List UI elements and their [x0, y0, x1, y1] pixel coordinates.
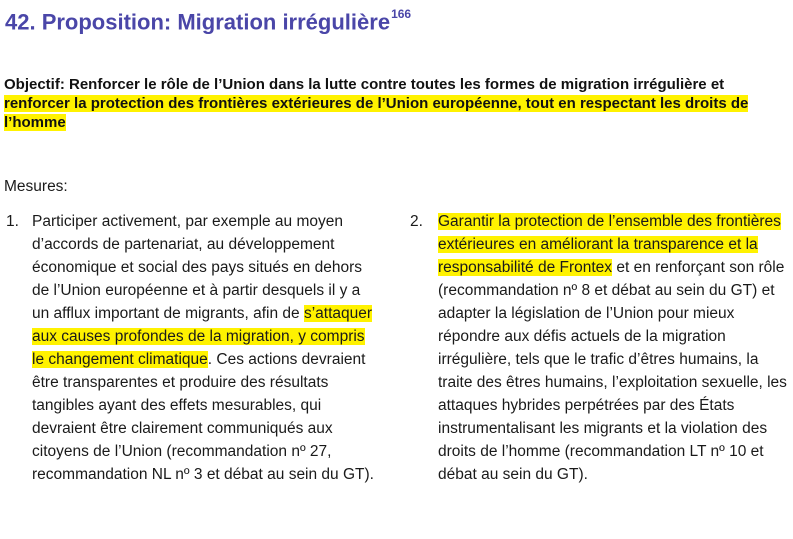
- proposal-title-text: 42. Proposition: Migration irrégulière: [5, 9, 391, 35]
- measure-item-1: [6, 210, 378, 486]
- measure-text-after: . Ces actions devraient être transparentes et produire des résultats tangibles ayant des effets mesurables, qui devraient être clairement communiqués aux citoyens de l’Union (recommandation nº 27, recommandation NL nº 3 et débat au sein du GT).: [32, 351, 374, 483]
- measure-item-2: [410, 210, 793, 486]
- measure-highlight: s’attaquer aux causes profondes de la migration, y compris le changement climatique: [32, 305, 373, 368]
- measure-highlight: Garantir la protection de l’ensemble des frontières extérieures en améliorant la transparence et la responsabilité de Frontex: [438, 213, 781, 276]
- footnote-reference: 166: [391, 7, 412, 21]
- measure-text: [438, 210, 790, 486]
- objective-text: Objectif: Renforcer le rôle de l’Union dans la lutte contre toutes les formes de migration irrégulière et: [4, 76, 725, 93]
- objective-highlight: renforcer la protection des frontières extérieures de l’Union européenne, tout en respectant les droits de l’homme: [4, 95, 749, 131]
- proposal-title: [5, 2, 411, 37]
- measure-number: 2.: [410, 213, 423, 230]
- measures-label: Mesures:: [4, 178, 68, 195]
- measure-text-after: et en renforçant son rôle (recommandation nº 8 et débat au sein du GT) et adapter la législation de l’Union pour mieux répondre aux défis actuels de la migration irrégulière, tels que le trafic d’êtres humains, la traite des êtres humains, l’exploitation sexuelle, les attaques hybrides perpétrées par des États instrumentalisant les migrants et la violation des droits de l’homme (recommandation LT nº 10 et débat au sein du GT).: [438, 259, 787, 483]
- measure-number: 1.: [6, 213, 19, 230]
- measure-text: [32, 210, 378, 486]
- objective-paragraph: [4, 75, 779, 132]
- measure-text-before: Participer activement, par exemple au moyen d’accords de partenariat, au développement économique et social des pays situés en dehors de l’Union européenne et à partir desquels il y a un afflux important de migrants, afin de: [32, 213, 363, 322]
